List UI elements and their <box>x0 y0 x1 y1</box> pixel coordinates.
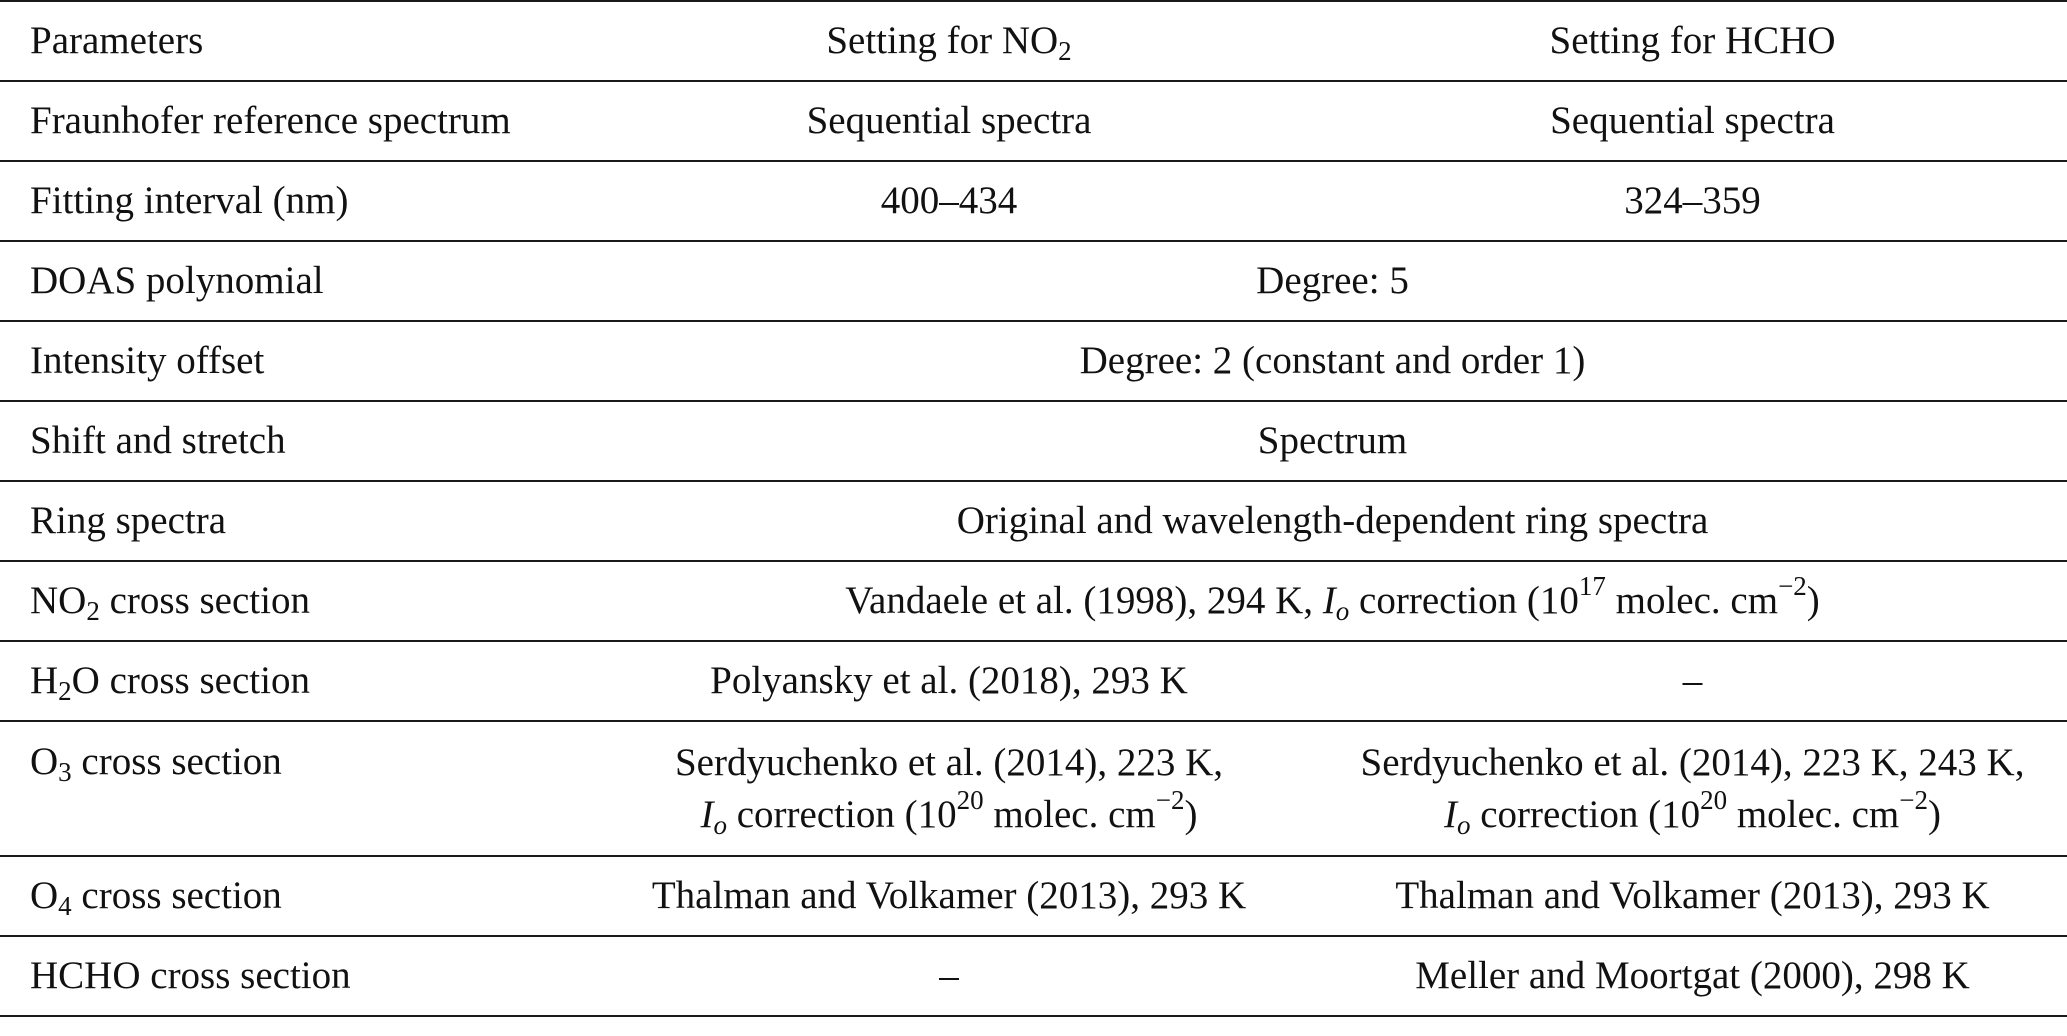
table-row-o4-cross-section <box>0 856 2067 936</box>
table-row-h2o-cross-section <box>0 641 2067 721</box>
text-part: correction (10 <box>1349 579 1579 622</box>
io-symbol: $I_o$ <box>1322 579 1350 626</box>
row-label: Fitting interval (nm) <box>0 161 580 241</box>
cell-hcho: 324–359 <box>1300 161 2067 241</box>
header-parameters: Parameters <box>0 1 580 81</box>
cell-no2: Sequential spectra <box>580 81 1300 161</box>
label-part: O <box>30 874 59 917</box>
cell-line-1: Serdyuchenko et al. (2014), 223 K, <box>674 740 1224 784</box>
cell-shared: Degree: 2 (constant and order 1) <box>580 321 2067 401</box>
cell-no2 <box>580 721 1300 856</box>
cell-hcho: Thalman and Volkamer (2013), 293 K <box>1300 856 2067 936</box>
row-label: Ring spectra <box>0 481 580 561</box>
label-subscript: 4 <box>58 891 72 921</box>
label-subscript: 2 <box>58 676 72 706</box>
cell-no2: 400–434 <box>580 161 1300 241</box>
table-row-hcho-cross-section <box>0 936 2067 1016</box>
header-no2-prefix: Setting for NO <box>826 19 1059 62</box>
label-part: cross section <box>99 579 310 622</box>
cell-shared: Degree: 5 <box>580 241 2067 321</box>
label-part: NO <box>30 579 87 622</box>
exponent: −2 <box>1778 571 1807 601</box>
cell-line-2: $I_o$ correction ($10^{20}$ molec. $cm^{-2}$) <box>1444 784 1941 840</box>
table-row-doas-polynomial <box>0 241 2067 321</box>
row-label: Intensity offset <box>0 321 580 401</box>
cell-line-1: Serdyuchenko et al. (2014), 223 K, 243 K, <box>1360 740 2025 784</box>
label-subscript: 2 <box>86 596 100 626</box>
row-label: Fraunhofer reference spectrum <box>0 81 580 161</box>
cell-no2: Polyansky et al. (2018), 293 K <box>580 641 1300 721</box>
cell-shared: Spectrum <box>580 401 2067 481</box>
row-label: HCHO cross section <box>0 936 580 1016</box>
cell-no2: Thalman and Volkamer (2013), 293 K <box>580 856 1300 936</box>
label-part: cross section <box>71 740 282 783</box>
label-part: O <box>30 740 59 783</box>
table-row-fitting-interval <box>0 161 2067 241</box>
label-part: cross section <box>71 874 282 917</box>
text-part: molec. cm <box>1605 579 1779 622</box>
cell-line-2: $I_o$ correction ($10^{20}$ molec. $cm^{-2}$) <box>700 784 1198 840</box>
header-no2-subscript: 2 <box>1058 36 1072 66</box>
cell-hcho <box>1300 721 2067 856</box>
header-no2 <box>580 1 1300 81</box>
table-row-ring-spectra <box>0 481 2067 561</box>
row-label: DOAS polynomial <box>0 241 580 321</box>
table-row-intensity-offset <box>0 321 2067 401</box>
label-subscript: 3 <box>58 757 72 787</box>
exponent: 17 <box>1578 571 1606 601</box>
cell-shared: Original and wavelength-dependent ring spectra <box>580 481 2067 561</box>
label-part: H <box>30 659 59 702</box>
cell-shared <box>580 561 2067 641</box>
row-label <box>0 641 580 721</box>
table-row-shift-stretch <box>0 401 2067 481</box>
cell-no2: – <box>580 936 1300 1016</box>
cell-hcho: – <box>1300 641 2067 721</box>
row-label: Shift and stretch <box>0 401 580 481</box>
table-row-no2-cross-section <box>0 561 2067 641</box>
text-part: Vandaele et al. (1998), 294 K, <box>845 579 1323 622</box>
cell-hcho: Sequential spectra <box>1300 81 2067 161</box>
table-row-o3-cross-section <box>0 721 2067 856</box>
row-label <box>0 561 580 641</box>
io-symbol: $I_o$ <box>1444 792 1471 840</box>
label-part: O cross section <box>71 659 310 702</box>
row-label <box>0 856 580 936</box>
text-part: ) <box>1806 579 1820 622</box>
io-symbol: $I_o$ <box>700 792 727 840</box>
table-header-row <box>0 1 2067 81</box>
header-hcho: Setting for HCHO <box>1300 1 2067 81</box>
table-row-fraunhofer <box>0 81 2067 161</box>
cell-hcho: Meller and Moortgat (2000), 298 K <box>1300 936 2067 1016</box>
row-label <box>0 721 580 856</box>
